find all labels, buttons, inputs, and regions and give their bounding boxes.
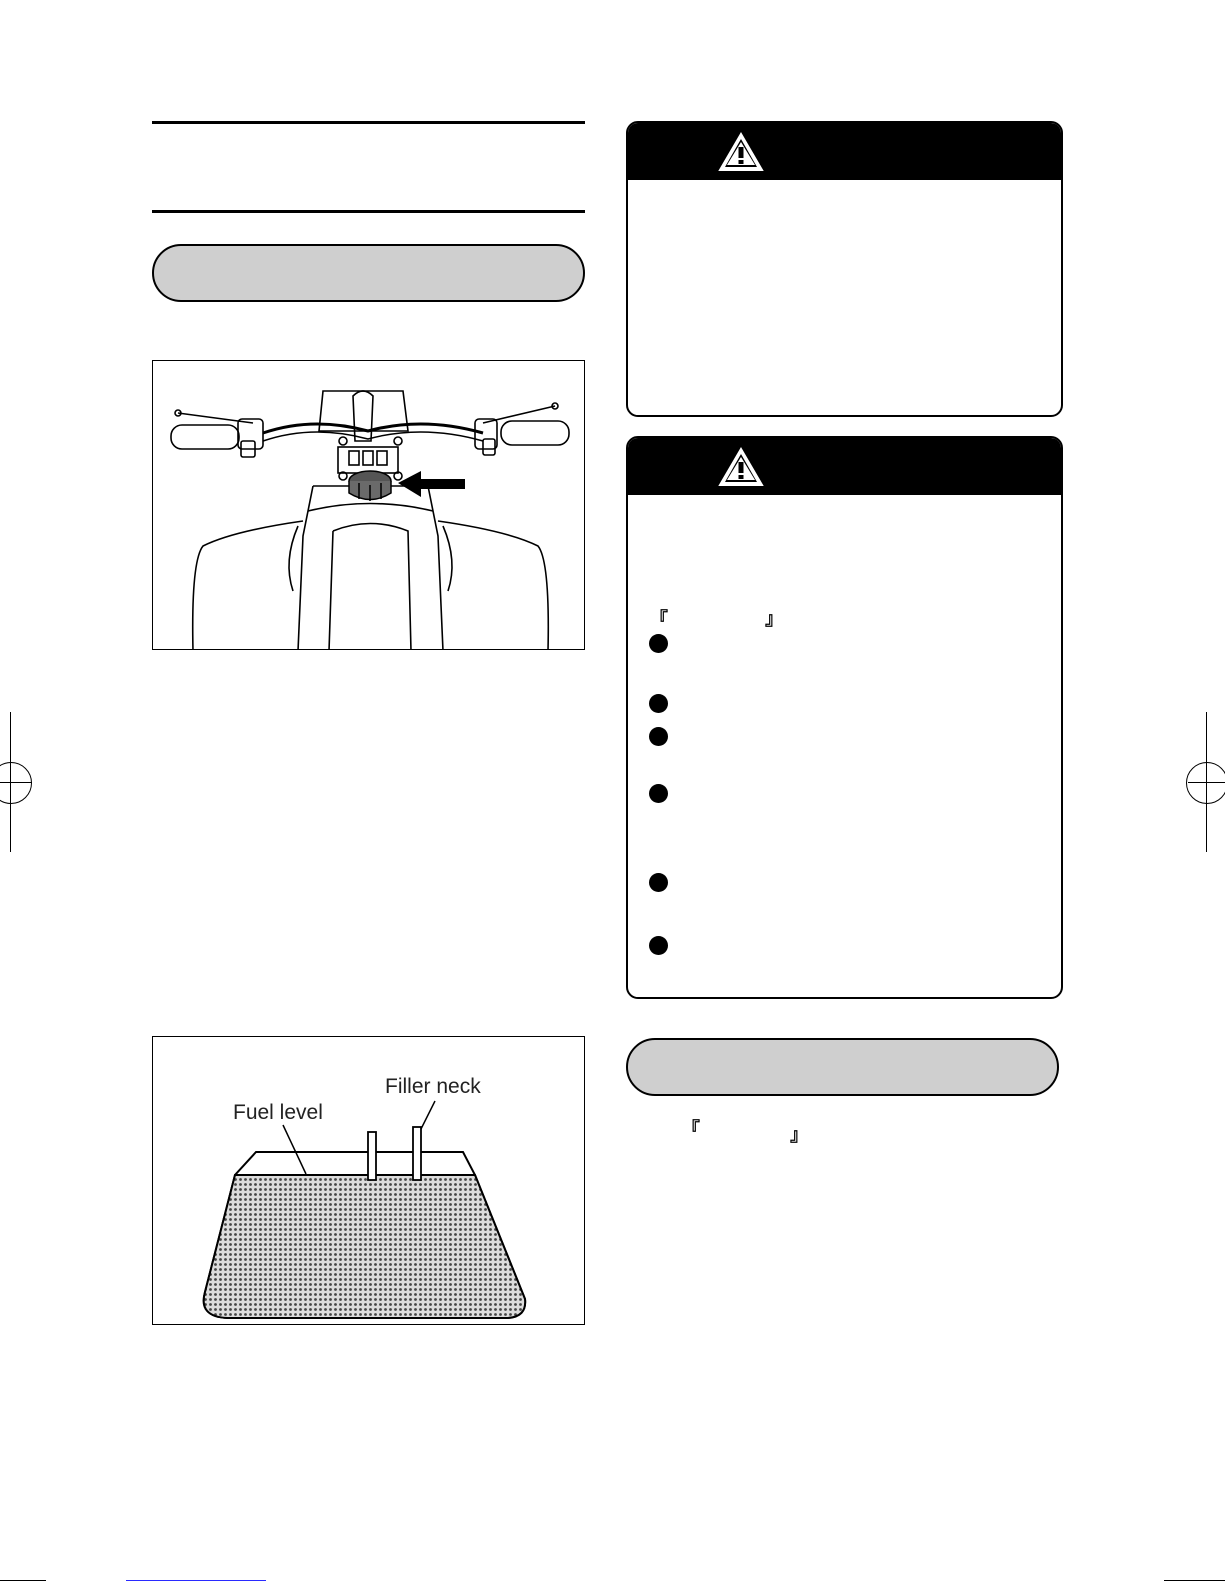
bullet-6 <box>649 936 668 955</box>
body-quote-close: 』 <box>790 1125 808 1146</box>
handlebar-fuel-cap-drawing <box>153 361 585 650</box>
quote-open-bracket: 『 <box>650 609 668 630</box>
fuel-level-label: Fuel level <box>233 1101 323 1124</box>
footer-line-right <box>1164 1580 1225 1581</box>
filler-neck-label: Filler neck <box>385 1075 481 1098</box>
warning-box-1 <box>626 121 1063 417</box>
fuel-level-diagram <box>152 1036 585 1325</box>
warning-triangle-icon <box>718 447 764 487</box>
warning-triangle-icon <box>718 132 764 172</box>
bullet-3 <box>649 727 668 746</box>
header-rule-bottom <box>152 210 585 213</box>
warning-header-1 <box>628 123 1061 180</box>
bullet-5 <box>649 873 668 892</box>
bullet-2 <box>649 694 668 713</box>
warning-box-2 <box>626 436 1063 999</box>
bullet-1 <box>649 634 668 653</box>
footer-link-line <box>126 1580 266 1581</box>
fuel-cap-illustration <box>152 360 585 650</box>
section-heading-pill-left <box>152 244 585 302</box>
header-rule-top <box>152 121 585 124</box>
quote-close-bracket: 』 <box>765 609 783 630</box>
fuel-tank-cross-section <box>153 1037 585 1325</box>
footer-line-left <box>0 1580 46 1581</box>
warning-header-2 <box>628 438 1061 495</box>
body-quote-open: 『 <box>682 1119 700 1140</box>
bullet-4 <box>649 784 668 803</box>
section-heading-pill-right <box>626 1038 1059 1096</box>
